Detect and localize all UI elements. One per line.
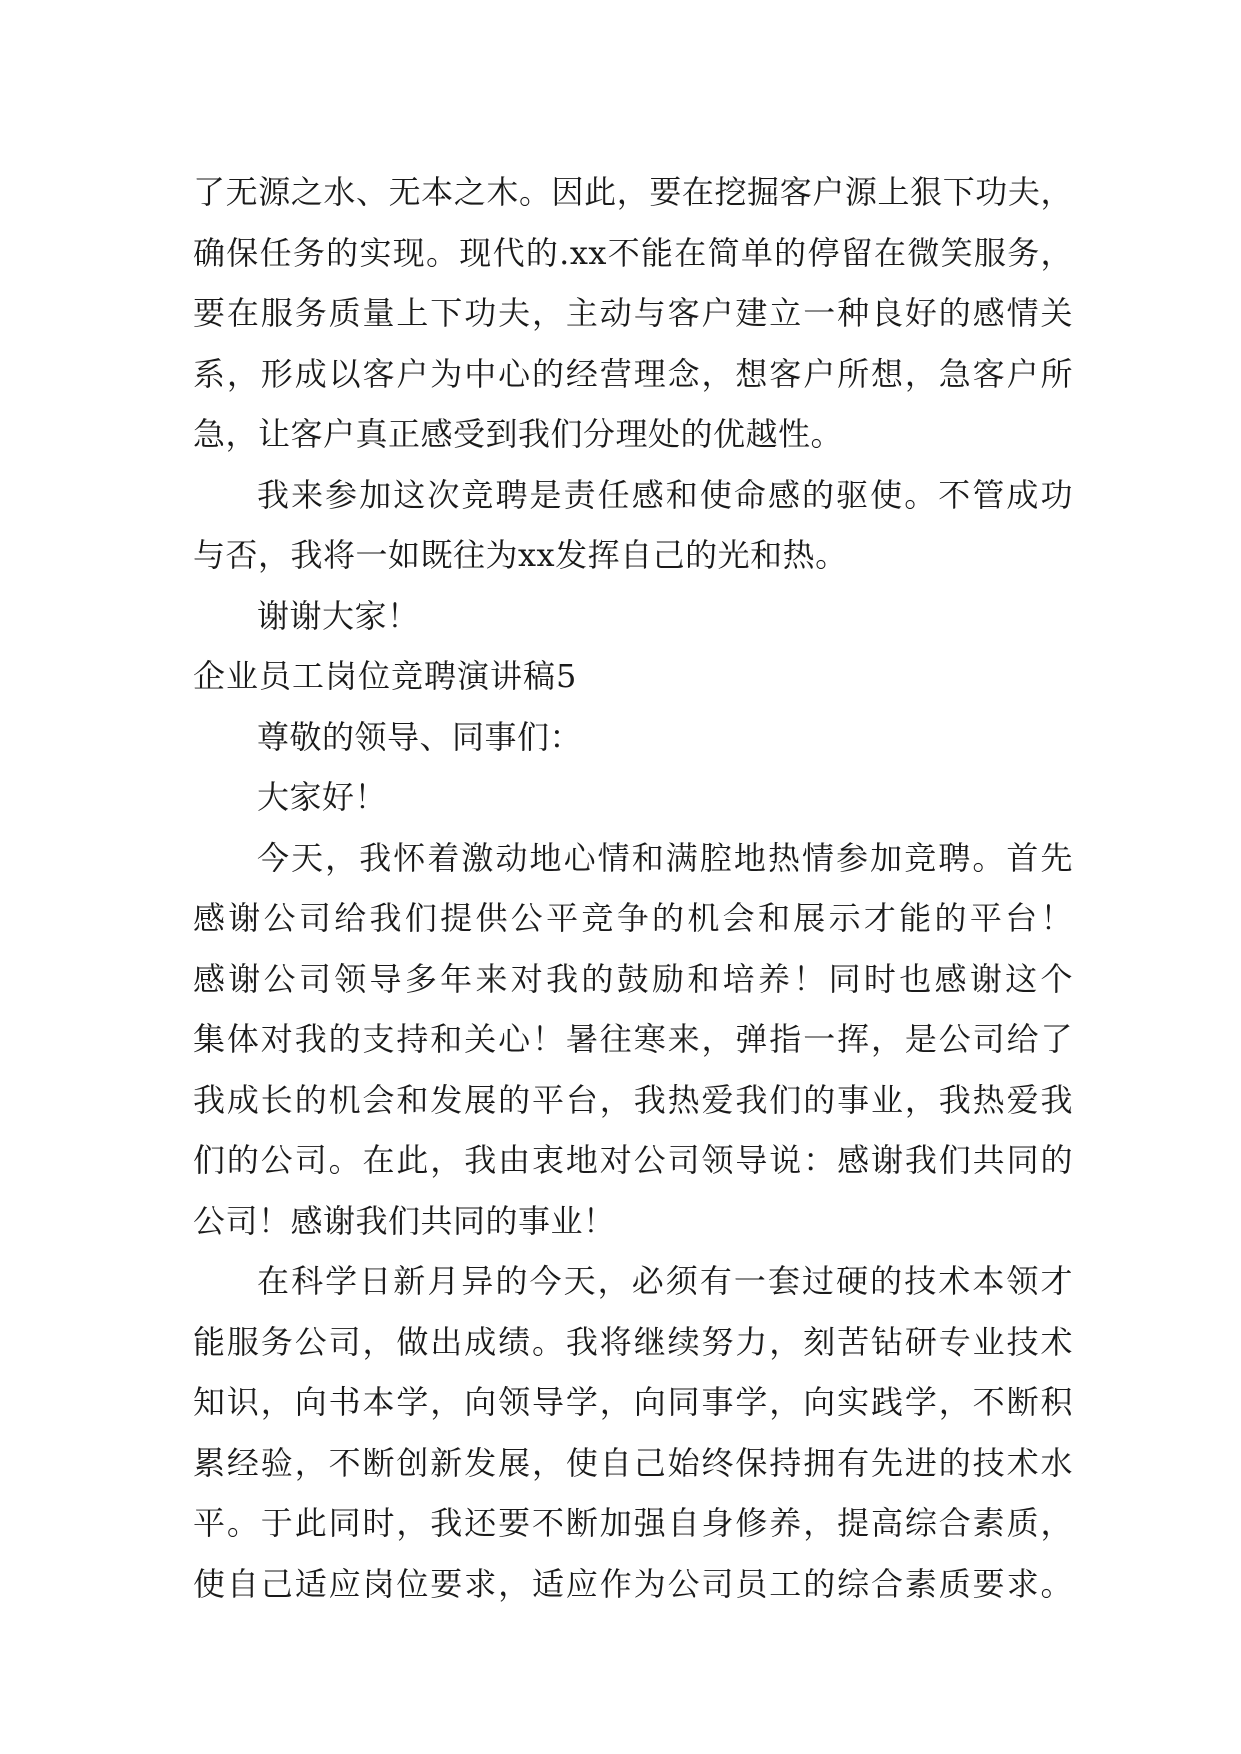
text-line: 集体对我的支持和关心！暑往寒来，弹指一挥，是公司给了 (193, 1020, 1073, 1058)
text-line: 了无源之水、无本之木。因此，要在挖掘客户源上狠下功夫， (193, 173, 1073, 211)
text-line: 我成长的机会和发展的平台，我热爱我们的事业，我热爱我 (193, 1080, 1073, 1119)
text-line: 知识，向书本学，向领导学，向同事学，向实践学，不断积 (193, 1383, 1073, 1421)
text-line: 累经验，不断创新发展，使自己始终保持拥有先进的技术水 (193, 1443, 1073, 1482)
text-line: 能服务公司，做出成绩。我将继续努力，刻苦钻研专业技术 (193, 1322, 1073, 1361)
text-line: 确保任务的实现。现代的.xx不能在简单的停留在微笑服务， (193, 233, 1073, 272)
text-line: 大家好！ (257, 778, 388, 816)
text-line: 急，让客户真正感受到我们分理处的优越性。 (193, 415, 844, 453)
text-line: 与否，我将一如既往为xx发挥自己的光和热。 (193, 536, 848, 574)
text-line: 系，形成以客户为中心的经营理念，想客户所想，急客户所 (193, 354, 1073, 393)
text-line: 今天，我怀着激动地心情和满腔地热情参加竞聘。首先 (257, 838, 1073, 877)
text-line: 们的公司。在此，我由衷地对公司领导说：感谢我们共同的 (193, 1141, 1073, 1179)
text-line: 在科学日新月异的今天，必须有一套过硬的技术本领才 (257, 1262, 1073, 1300)
document-page (193, 162, 1073, 1614)
text-line: 平。于此同时，我还要不断加强自身修养，提高综合素质， (193, 1504, 1073, 1542)
text-line: 要在服务质量上下功夫，主动与客户建立一种良好的感情关 (193, 294, 1073, 332)
text-line: 谢谢大家！ (257, 596, 420, 635)
text-line: 感谢公司领导多年来对我的鼓励和培养！同时也感谢这个 (193, 959, 1073, 998)
text-line: 感谢公司给我们提供公平竞争的机会和展示才能的平台！ (193, 899, 1073, 937)
text-line: 尊敬的领导、同事们： (257, 717, 583, 756)
text-line: 我来参加这次竞聘是责任感和使命感的驱使。不管成功 (257, 475, 1073, 514)
text-line: 使自己适应岗位要求，适应作为公司员工的综合素质要求。 (193, 1564, 1073, 1603)
text-line: 公司！感谢我们共同的事业！ (193, 1201, 616, 1240)
section-heading: 企业员工岗位竞聘演讲稿5 (193, 657, 578, 695)
